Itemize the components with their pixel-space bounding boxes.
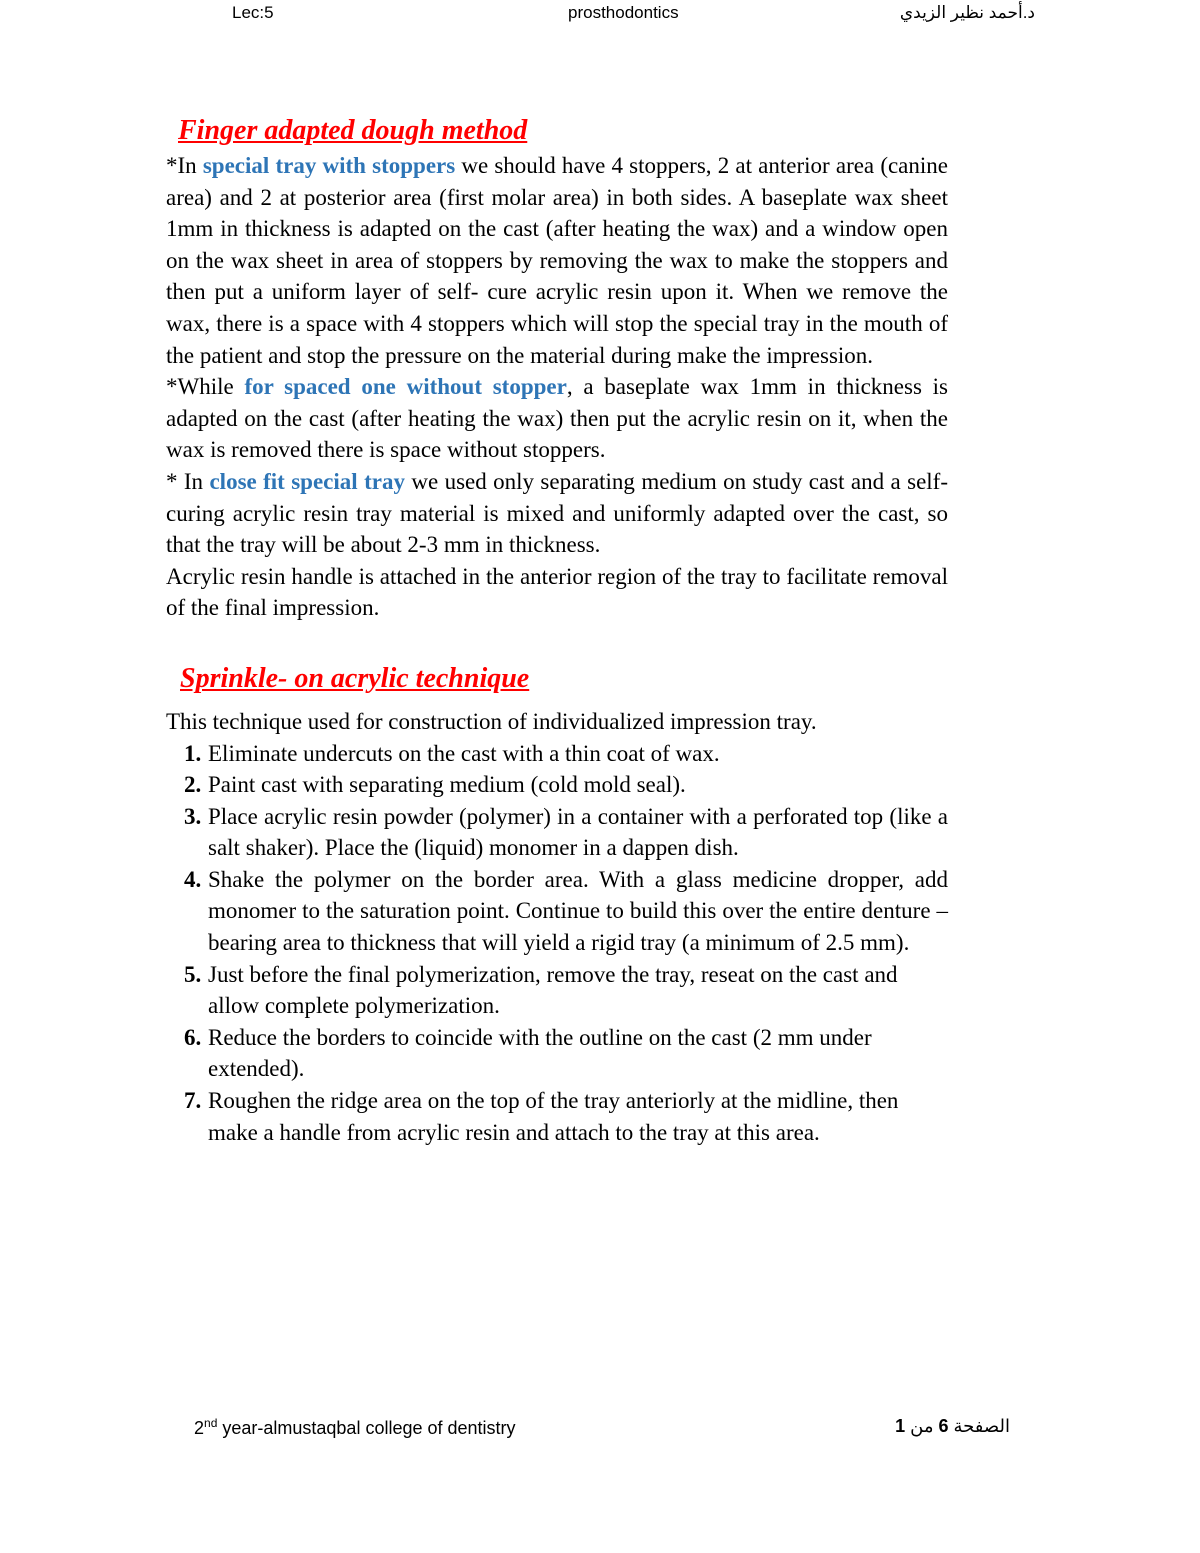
section-title-sprinkle-on: Sprinkle- on acrylic technique (180, 662, 530, 694)
paragraph-spaced (166, 371, 948, 466)
paragraph-intro: This technique used for construction of individualized impression tray. (166, 708, 817, 734)
page-content (166, 112, 948, 1148)
steps-list (166, 738, 948, 1149)
list-item: 2. Paint cast with separating medium (cold mold seal). (207, 769, 948, 801)
year-suffix: nd (204, 1416, 218, 1430)
text: , a baseplate wax 1mm in thickness is adapted on the cast (after heating the wax) then put the acrylic resin on it, when the wax is removed there is space without stoppers. (166, 374, 948, 463)
list-item: 3. Place acrylic resin powder (polymer) in a container with a perforated top (like a salt shaker). Place the (liquid) monomer in a dappen dish. (207, 801, 948, 864)
highlight-term: close fit special tray (209, 468, 405, 494)
highlight-term: for spaced one without stopper (244, 374, 567, 400)
text: * In (166, 468, 210, 494)
list-item: 7. Roughen the ridge area on the top of the tray anteriorly at the midline, then make a handle from acrylic resin and attach to the tray at this area. (207, 1085, 948, 1148)
list-item: 4. Shake the polymer on the border area. With a glass medicine dropper, add monomer to the saturation point. Continue to build this over the entire denture – bearing area to thickness that will yield a rigid tray (a minimum of 2.5 mm). (207, 864, 948, 959)
course-name: prosthodontics (568, 3, 679, 22)
college-info (194, 1416, 516, 1439)
college-name: year-almustaqbal college of dentistry (217, 1418, 516, 1438)
author-name: د.أحمد نظير الزيدي (899, 3, 1035, 22)
page-number (895, 1416, 1010, 1437)
page-footer (0, 1416, 1200, 1446)
highlight-term: special tray with stoppers (202, 153, 456, 178)
text: we used only separating medium on study cast and a self-curing acrylic resin tray material is mixed and uniformly adapted over the cast, so that the tray will be about 2-3 mm in thickness. (166, 468, 948, 558)
paragraph-close-fit (166, 466, 948, 561)
page-header (0, 3, 1200, 27)
page-current: 1 (895, 1416, 906, 1436)
list-item: 5. Just before the final polymerization, remove the tray, reseat on the cast and allow complete polymerization. (207, 959, 948, 1022)
text: *While (166, 374, 245, 400)
list-item: 1. Eliminate undercuts on the cast with a thin coat of wax. (207, 738, 948, 770)
text: we should have 4 stoppers, 2 at anterior area (canine area) and 2 at posterior area (first molar area) in both sides. A baseplate wax sheet 1mm in thickness is adapted on the cast (after heating the wax) and a window open on the wax sheet in area of stoppers by removing the wax to make the stoppers and then put a uniform layer of self- cure acrylic resin upon it. When we remove the wax, there is a space with 4 stoppers which will stop the special tray in the mouth of the patient and stop the pressure on the material during make the impression. (166, 153, 948, 368)
paragraph-handle: Acrylic resin handle is attached in the anterior region of the tray to facilitate removal of the final impression. (166, 563, 948, 621)
page-total: 6 (938, 1416, 949, 1436)
paragraph-stoppers (166, 150, 948, 371)
page-of: من (905, 1416, 939, 1436)
text: *In (166, 153, 203, 178)
lecture-number: Lec:5 (232, 3, 274, 22)
year-number: 2 (194, 1418, 205, 1438)
section-title-finger-adapted: Finger adapted dough method (178, 115, 528, 146)
list-item: 6. Reduce the borders to coincide with the outline on the cast (2 mm under extended). (207, 1022, 948, 1085)
page-label: الصفحة (948, 1416, 1010, 1436)
